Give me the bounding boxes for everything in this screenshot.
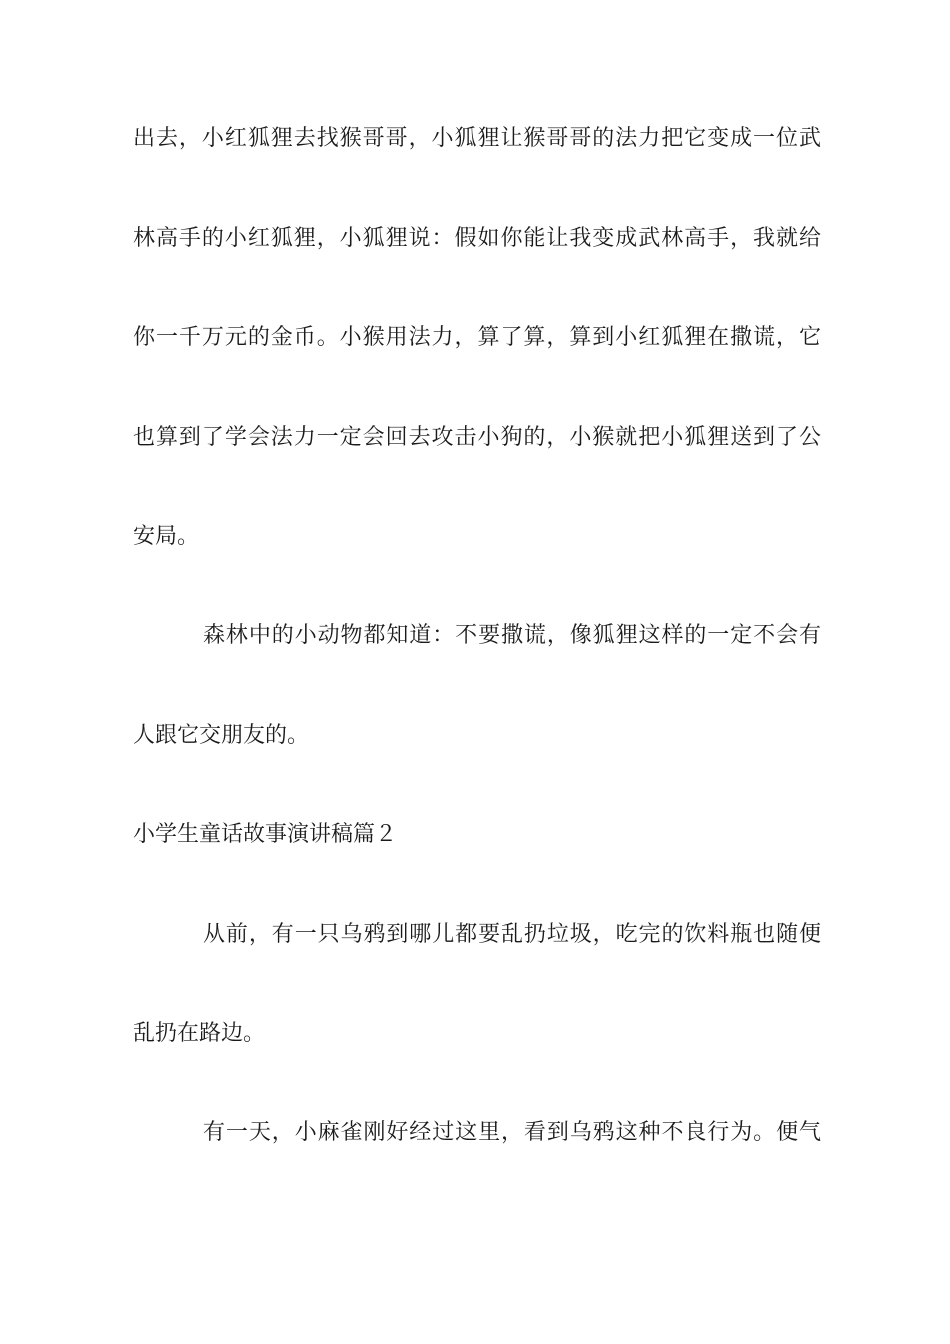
section-heading: 小学生童话故事演讲稿篇２ [133,822,398,847]
paragraph-line: 乱扔在路边。 [133,1021,266,1046]
paragraph-line: 有一天，小麻雀刚好经过这里，看到乌鸦这种不良行为。便气 [203,1120,821,1145]
paragraph-line: 出去，小红狐狸去找猴哥哥，小狐狸让猴哥哥的法力把它变成一位武 [133,126,821,151]
paragraph-line: 林高手的小红狐狸，小狐狸说：假如你能让我变成武林高手，我就给 [133,226,821,251]
paragraph-line: 也算到了学会法力一定会回去攻击小狗的，小猴就把小狐狸送到了公 [133,425,821,450]
paragraph-line: 从前，有一只乌鸦到哪儿都要乱扔垃圾，吃完的饮料瓶也随便 [203,922,821,947]
paragraph-line: 安局。 [133,524,200,549]
paragraph-line: 人跟它交朋友的。 [133,723,310,748]
paragraph-line: 森林中的小动物都知道：不要撒谎，像狐狸这样的一定不会有 [203,623,821,648]
paragraph-line: 你一千万元的金币。小猴用法力，算了算，算到小红狐狸在撒谎，它 [133,325,821,350]
